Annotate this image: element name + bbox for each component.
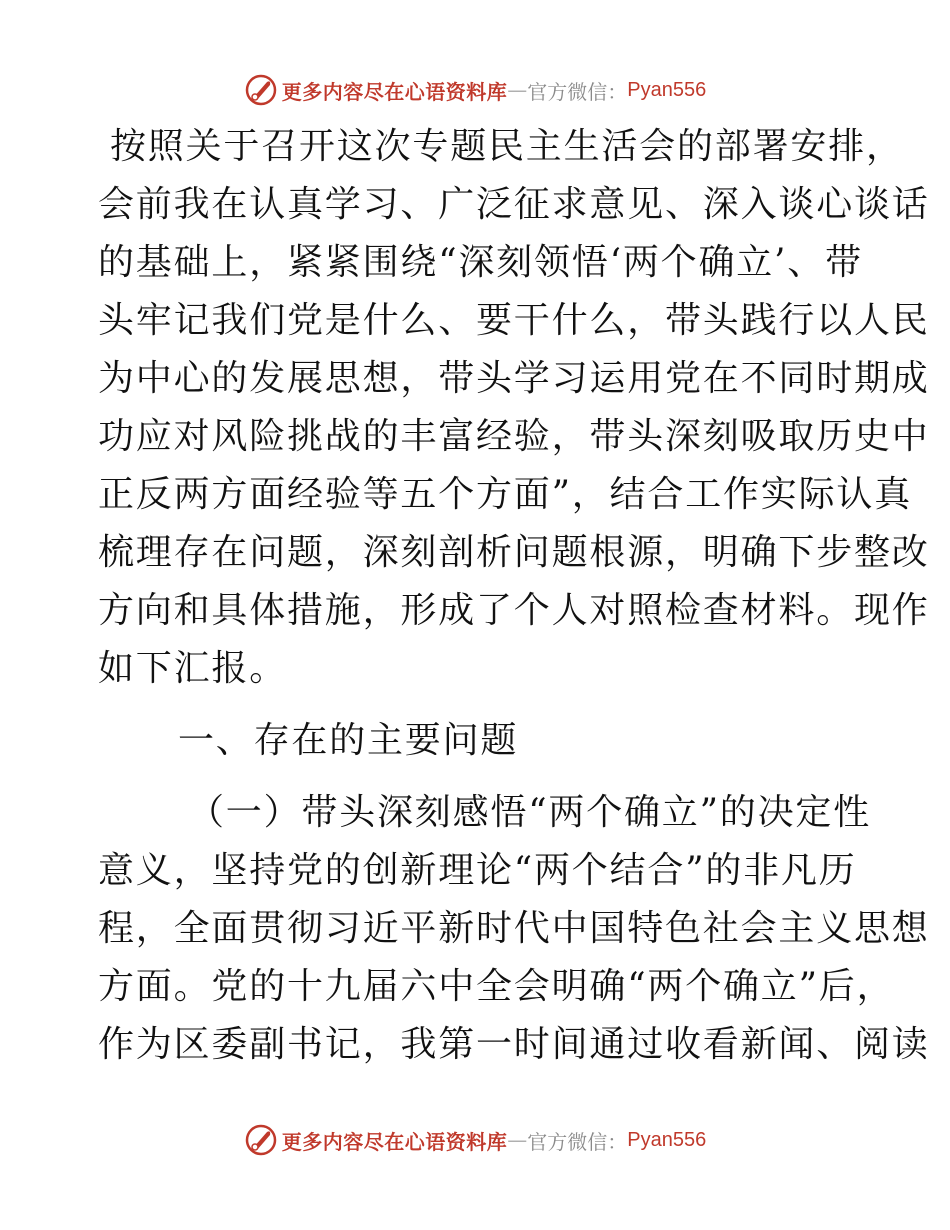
body-line: 方向和具体措施，形成了个人对照检查材料。现作 [98, 590, 930, 631]
banner-wechat-id: Pyan556 [627, 78, 707, 101]
body-line: 功应对风险挑战的丰富经验，带头深刻吸取历史中 [98, 416, 930, 457]
body-line: 意义，坚持党的创新理论“两个结合”的非凡历 [98, 850, 857, 891]
banner-main-text: 更多内容尽在心语资料库 [281, 79, 508, 104]
document-body [98, 118, 930, 1074]
body-line: 程，全面贯彻习近平新时代中国特色社会主义思想 [98, 908, 930, 949]
body-line: 作为区委副书记，我第一时间通过收看新闻、阅读 [98, 1024, 930, 1065]
quill-seal-icon [244, 1123, 278, 1157]
body-line: 如下汇报。 [98, 648, 288, 689]
banner-label: 官方微信： [527, 1129, 628, 1154]
body-line: 会前我在认真学习、广泛征求意见、深入谈心谈话 [98, 184, 930, 225]
banner-label: 官方微信： [527, 79, 628, 104]
body-line: 正反两方面经验等五个方面”，结合工作实际认真 [98, 474, 913, 515]
body-line: 为中心的发展思想，带头学习运用党在不同时期成 [98, 358, 930, 399]
quill-seal-icon [244, 73, 278, 107]
banner-wechat-id: Pyan556 [627, 1128, 707, 1151]
banner-dash: — [507, 1128, 528, 1152]
section-heading: 一、存在的主要问题 [178, 720, 519, 761]
body-line: 梳理存在问题，深刻剖析问题根源，明确下步整改 [98, 532, 930, 573]
body-line: 按照关于召开这次专题民主生活会的部署安排， [110, 126, 904, 167]
body-line: 方面。党的十九届六中全会明确“两个确立”后， [98, 966, 895, 1007]
banner-main-text: 更多内容尽在心语资料库 [281, 1129, 508, 1154]
header-banner [0, 70, 950, 110]
body-line: 头牢记我们党是什么、要干什么，带头践行以人民 [98, 300, 930, 341]
body-line: （一）带头深刻感悟“两个确立”的决定性 [188, 792, 872, 833]
body-line: 的基础上，紧紧围绕“深刻领悟‘两个确立’、带 [98, 242, 863, 283]
footer-banner [0, 1120, 950, 1160]
banner-dash: — [507, 78, 528, 102]
